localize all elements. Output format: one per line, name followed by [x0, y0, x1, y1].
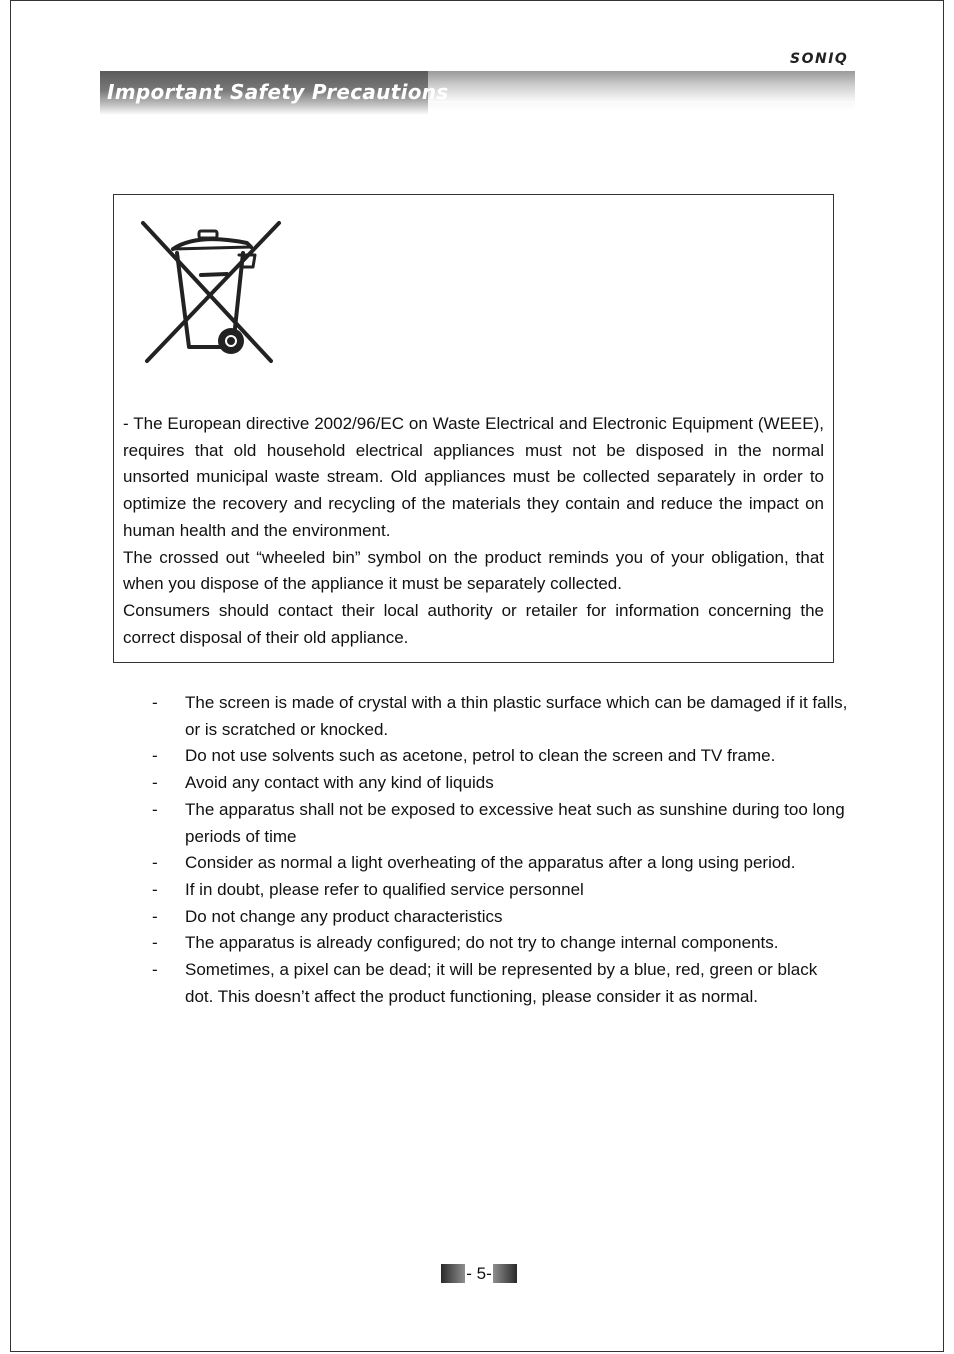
- page-number-left-bar: [441, 1264, 465, 1283]
- list-item-text: Do not use solvents such as acetone, petrol to clean the screen and TV frame.: [185, 746, 776, 766]
- header-gradient: [428, 71, 855, 103]
- page-number: - 5-: [466, 1264, 492, 1283]
- list-item: [150, 877, 850, 904]
- list-bullet: -: [152, 853, 158, 873]
- list-item: [150, 957, 850, 1010]
- list-bullet: -: [152, 879, 158, 899]
- page-number-badge: [441, 1264, 517, 1283]
- list-item: [150, 904, 850, 931]
- list-item-text: Consider as normal a light overheating of the apparatus after a long using period.: [185, 853, 796, 873]
- list-bullet: -: [152, 773, 158, 793]
- list-item: [150, 770, 850, 797]
- list-item: [150, 743, 850, 770]
- weee-paragraph: Consumers should contact their local authority or retailer for information concerning the correct disposal of their old appliance.: [123, 600, 824, 647]
- list-item: [150, 690, 850, 743]
- weee-notice-text: [123, 411, 824, 651]
- list-item-text: Do not change any product characteristics: [185, 906, 503, 926]
- precautions-list: [150, 690, 850, 1010]
- crossed-out-wheeled-bin-icon: [137, 217, 285, 367]
- list-item: [150, 930, 850, 957]
- list-item-text: The apparatus is already configured; do not try to change internal components.: [185, 933, 779, 953]
- list-bullet: -: [152, 933, 158, 953]
- list-item-text: Avoid any contact with any kind of liquids: [185, 773, 494, 793]
- list-bullet: -: [152, 799, 158, 819]
- list-bullet: -: [152, 693, 158, 712]
- list-item-text: Sometimes, a pixel can be dead; it will be represented by a blue, red, green or black dot. This doesn’t affect the product functioning, please consider it as normal.: [185, 960, 818, 1006]
- page-title: Important Safety Precautions: [107, 80, 449, 104]
- weee-paragraph: - The European directive 2002/96/EC on Waste Electrical and Electronic Equipment (WEEE), requires that old household electrical appliances must not be disposed in the normal unsorted municipal waste stream. Old appliances must be collected separately in order to optimize the recovery and recycling of the materials they contain and reduce the impact on human health and the environment.: [123, 414, 824, 540]
- list-item-text: If in doubt, please refer to qualified service personnel: [185, 879, 584, 899]
- brand-logo: SONIQ: [790, 51, 849, 67]
- list-bullet: -: [152, 746, 158, 766]
- weee-paragraph: The crossed out “wheeled bin” symbol on the product reminds you of your obligation, that when you dispose of the appliance it must be separately collected.: [123, 547, 824, 594]
- list-item: [150, 797, 850, 850]
- list-item-text: The apparatus shall not be exposed to excessive heat such as sunshine during too long periods of time: [185, 799, 845, 846]
- page-number-right-bar: [493, 1264, 517, 1283]
- list-bullet: -: [152, 906, 158, 926]
- list-item: [150, 850, 850, 877]
- list-item-text: The screen is made of crystal with a thin plastic surface which can be damaged if it falls, or is scratched or knocked.: [185, 693, 848, 739]
- list-bullet: -: [152, 960, 158, 980]
